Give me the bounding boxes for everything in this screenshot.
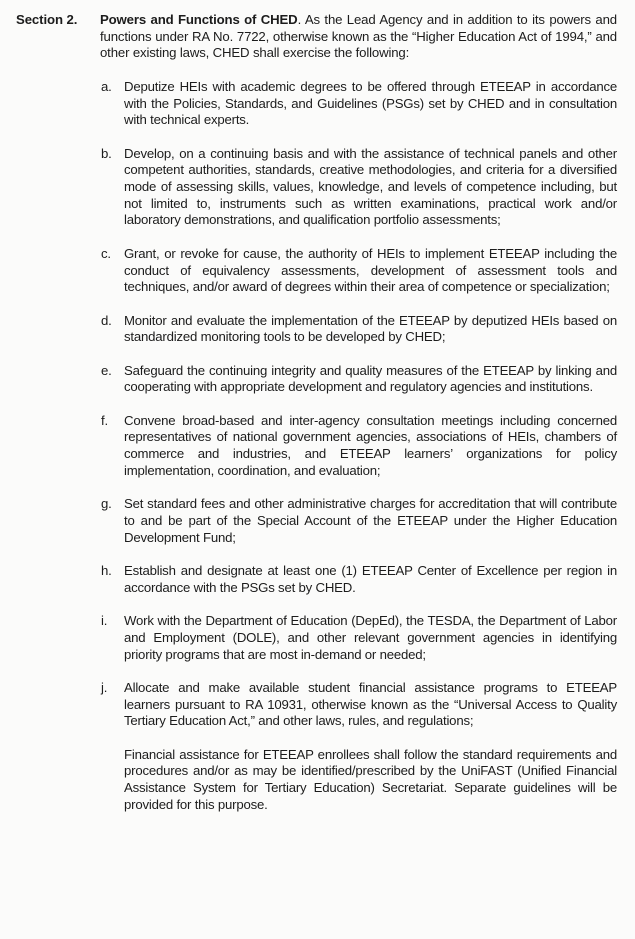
list-item-b [100,146,617,230]
powers-list [100,79,617,730]
item-letter: j. [101,679,108,695]
list-item-h [100,563,617,596]
list-item-e [100,363,617,396]
item-text: Allocate and make available student financial assistance programs to ETEEAP learners pursuant to RA 10931, otherwise known as the “Universal Access to Quality Tertiary Education Act,” and other laws, rules, and regulations; [124,679,617,729]
item-letter: c. [101,245,111,261]
section-intro [100,12,617,62]
item-letter: f. [101,412,108,428]
item-text: Grant, or revoke for cause, the authority of HEIs to implement ETEEAP including the conduct of equivalency assessments, development of assessment tools and techniques, and/or award of degrees within their area of competence or specialization; [124,245,617,295]
item-letter: e. [101,362,112,378]
list-item-f [100,413,617,480]
list-item-d [100,313,617,346]
item-letter: d. [101,312,112,328]
list-item-g [100,496,617,546]
item-letter: h. [101,563,112,579]
item-text: Deputize HEIs with academic degrees to be offered through ETEEAP in accordance with the Policies, Standards, and Guidelines (PSGs) set by CHED and in consultation with technical experts. [124,78,617,128]
item-letter: a. [101,78,112,94]
item-text: Establish and designate at least one (1) ETEEAP Center of Excellence per region in accordance with the PSGs set by CHED. [124,563,617,595]
item-text: Develop, on a continuing basis and with the assistance of technical panels and other competent authorities, standards, creative methodologies, and criteria for a diversified mode of assessing skills, values, knowledge, and levels of competence including, but not limited to, instruments such as written examinations, practical work and/or laboratory demonstrations, and qualification portfolio assessments; [124,145,617,228]
item-text: Convene broad-based and inter-agency consultation meetings including concerned representatives of national government agencies, associations of HEIs, chambers of commerce and industries, and ETEEAP learners’ organizations for policy implementation, coordination, and evaluation; [124,412,617,478]
section-2 [16,12,617,827]
list-item-c [100,246,617,296]
item-text: Set standard fees and other administrative charges for accreditation that will contribute to and be part of the Special Account of the ETEEAP under the Higher Education Development Fund; [124,496,617,545]
section-intro-text: . As the Lead Agency and in addition to its powers and functions under RA No. 7722, otherwise known as the “Higher Education Act of 1994,” and other existing laws, CHED shall exercise the following: [100,12,617,61]
section-title: Powers and Functions of CHED [100,12,298,27]
item-letter: b. [101,145,112,161]
item-text: Monitor and evaluate the implementation of the ETEEAP by deputized HEIs based on standardized monitoring tools to be developed by CHED; [124,312,617,345]
item-letter: g. [101,496,112,512]
list-item-a [100,79,617,129]
list-item-j [100,680,617,730]
item-text: Safeguard the continuing integrity and quality measures of the ETEEAP by linking and cooperating with appropriate development and regulatory agencies and institutions. [124,362,617,395]
financial-assistance-note: Financial assistance for ETEEAP enrollees shall follow the standard requirements and procedures and/or as may be identified/prescribed by the UniFAST (Unified Financial Assistance System for Tertiary Education) Secretariat. Separate guidelines will be provided for this purpose. [124,746,617,812]
item-letter: i. [101,613,108,629]
list-item-i [100,613,617,663]
section-label: Section 2. [16,12,78,27]
item-text: Work with the Department of Education (DepEd), the TESDA, the Department of Labor and Employment (DOLE), and other relevant government agencies in identifying priority programs that are most in-demand or needed; [124,613,617,662]
